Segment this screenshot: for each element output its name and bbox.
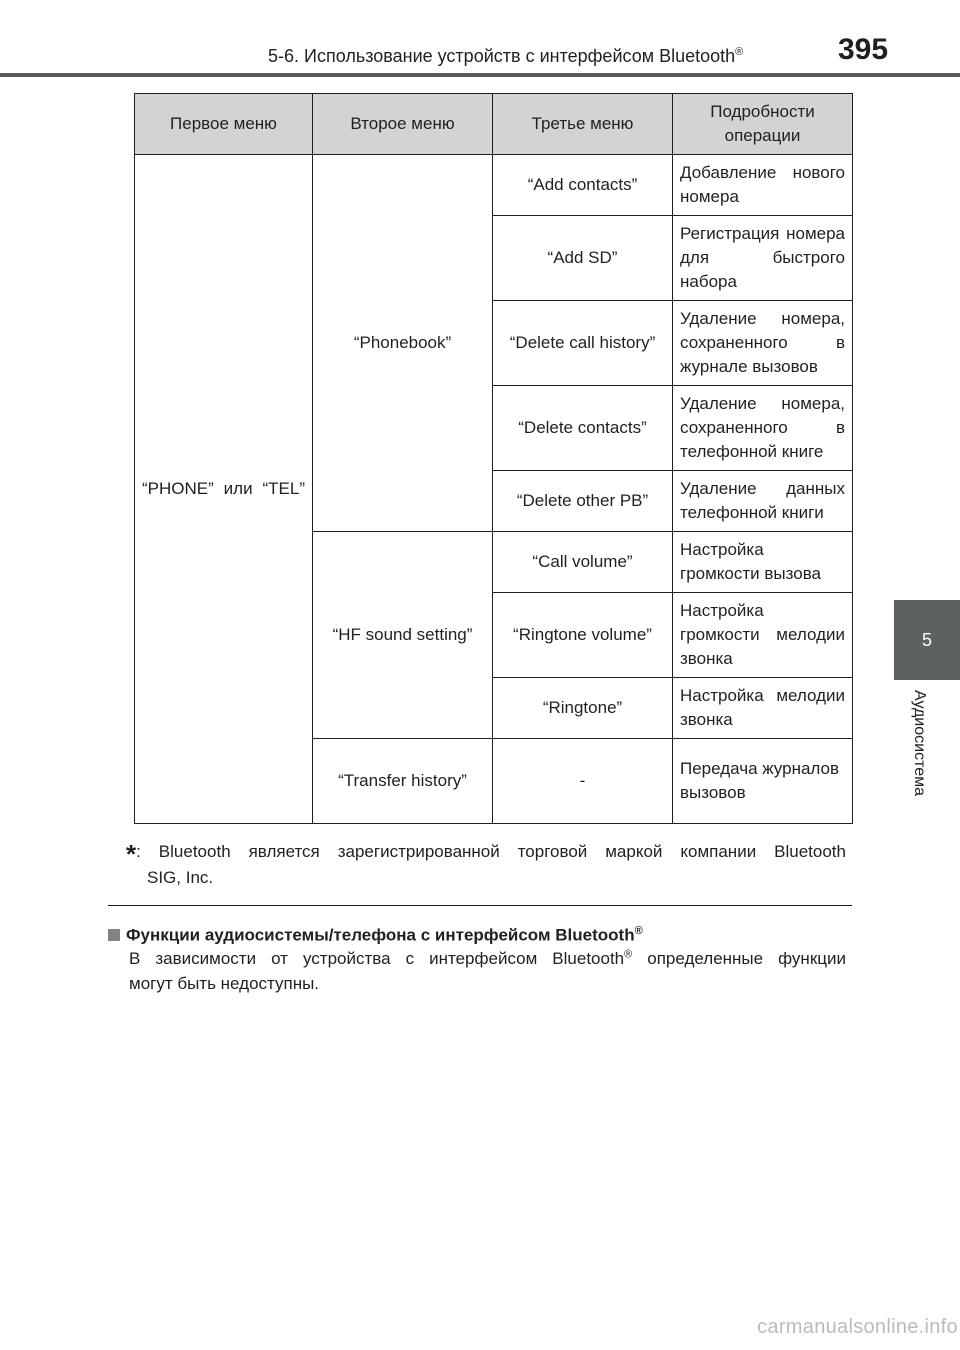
footnote-line-2: SIG, Inc. <box>147 868 214 887</box>
section-body-part-2: определенные функции <box>632 949 846 968</box>
header-third-menu: Третье меню <box>493 94 673 155</box>
chapter-number: 5 <box>921 629 932 650</box>
square-bullet-icon <box>108 929 120 941</box>
table-header-row <box>135 94 853 155</box>
footnote-text-1: : Bluetooth является зарегистрированной торговой маркой компании Bluetooth <box>136 842 846 861</box>
header-registered-mark: ® <box>735 46 744 58</box>
header-title-text: 5-6. Использование устройств с интерфейсом Bluetooth <box>268 46 736 66</box>
header-rule <box>0 73 960 77</box>
details-cell: Настройка мелодии звонка <box>673 678 853 739</box>
details-cell: Передача журналов вызовов <box>673 739 853 824</box>
footnote <box>126 840 846 890</box>
watermark: carmanualsonline.info <box>757 1316 958 1338</box>
second-menu-hf-sound: “HF sound setting” <box>313 532 493 739</box>
details-cell: Настройка громкости мелодии звонка <box>673 593 853 678</box>
section-body-mark: ® <box>624 948 633 961</box>
table-row <box>135 155 853 216</box>
menu-table <box>134 93 853 824</box>
section-divider <box>108 905 852 906</box>
section-body-line-2: могут быть недоступны. <box>129 974 320 993</box>
section-body <box>129 946 846 996</box>
third-menu-cell: “Ringtone” <box>493 678 673 739</box>
third-menu-cell: “Delete call history” <box>493 301 673 386</box>
third-menu-cell: “Add SD” <box>493 216 673 301</box>
third-menu-cell: “Delete other PB” <box>493 471 673 532</box>
third-menu-cell: “Delete contacts” <box>493 386 673 471</box>
third-menu-cell: - <box>493 739 673 824</box>
details-cell: Удаление номера, сохраненного в телефонной книге <box>673 386 853 471</box>
third-menu-cell: “Call volume” <box>493 532 673 593</box>
section-heading-mark: ® <box>634 925 643 937</box>
third-menu-cell: “Add contacts” <box>493 155 673 216</box>
header-second-menu: Второе меню <box>313 94 493 155</box>
details-cell: Удаление данных телефонной книги <box>673 471 853 532</box>
section-heading-text: Функции аудиосистемы/телефона с интерфейсом Bluetooth <box>126 925 635 945</box>
header-details: Подробности операции <box>673 94 853 155</box>
page-number: 395 <box>838 33 889 66</box>
second-menu-phonebook: “Phonebook” <box>313 155 493 532</box>
first-menu-cell: “PHONE” или “TEL” <box>135 155 313 824</box>
footnote-marker: * <box>126 839 137 869</box>
running-header <box>268 41 768 67</box>
third-menu-cell: “Ringtone volume” <box>493 593 673 678</box>
header-first-menu: Первое меню <box>135 94 313 155</box>
details-cell: Настройка громкости вызова <box>673 532 853 593</box>
footnote-line-1 <box>126 839 846 869</box>
second-menu-transfer-history: “Transfer history” <box>313 739 493 824</box>
section-heading <box>108 919 852 948</box>
details-cell: Добавление нового номера <box>673 155 853 216</box>
details-cell: Удаление номера, сохраненного в журнале вызовов <box>673 301 853 386</box>
section-body-part-1: В зависимости от устройства с интерфейсом Bluetooth <box>129 949 625 968</box>
chapter-tab <box>894 600 960 680</box>
details-cell: Регистрация номера для быстрого набора <box>673 216 853 301</box>
section-body-line-1 <box>129 946 846 971</box>
chapter-label: Аудиосистема <box>911 690 928 797</box>
